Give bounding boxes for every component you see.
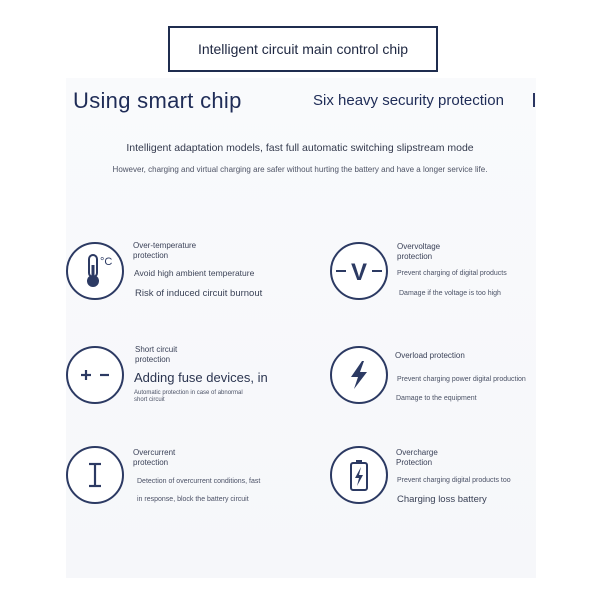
heading-right: Six heavy security protection — [313, 92, 504, 109]
short-circuit-line-1: Adding fuse devices, in — [134, 370, 268, 385]
heading-left: Using smart chip — [73, 88, 242, 113]
svg-text:°C: °C — [100, 256, 113, 268]
title-box-text: Intelligent circuit main control chip — [197, 41, 409, 57]
subheading-secondary: However, charging and virtual charging are safer without hurting the battery and have a longer service life. — [112, 165, 488, 174]
over-temperature-line-1: Avoid high ambient temperature — [134, 268, 255, 278]
over-temperature-line-2: Risk of induced circuit burnout — [135, 288, 263, 299]
overcurrent-title-2: protection — [133, 458, 169, 467]
overcharge-title-1: Overcharge — [396, 448, 438, 457]
overcurrent-line-2: in response, block the battery circuit — [137, 496, 249, 503]
thermometer-celsius-icon — [66, 242, 124, 300]
heading-divider — [533, 93, 535, 107]
overload-line-1: Prevent charging power digital production — [397, 376, 526, 383]
current-i-icon — [66, 446, 124, 504]
overload-title: Overload protection — [395, 351, 465, 360]
overvoltage-title-1: Overvoltage — [397, 242, 441, 251]
battery-charging-icon — [330, 446, 388, 504]
overcharge-title-2: Protection — [396, 458, 433, 467]
plus-minus-icon — [66, 346, 124, 404]
svg-text:V: V — [350, 259, 368, 286]
overcharge-line-1: Prevent charging digital products too — [397, 477, 511, 484]
subheading-primary: Intelligent adaptation models, fast full automatic switching slipstream mode — [126, 142, 474, 154]
short-circuit-line-2: Automatic protection in case of abnormal — [134, 390, 243, 396]
title-box — [168, 26, 438, 72]
short-circuit-title-1: Short circuit — [135, 345, 178, 354]
overvoltage-line-1: Prevent charging of digital products — [397, 270, 507, 277]
overvoltage-line-2: Damage if the voltage is too high — [399, 290, 501, 297]
over-temperature-title-2: protection — [133, 251, 169, 260]
over-temperature-title-1: Over-temperature — [133, 241, 197, 250]
voltage-v-icon — [330, 242, 388, 300]
overload-line-2: Damage to the equipment — [396, 395, 477, 402]
short-circuit-line-3: short circuit — [134, 397, 165, 403]
overcurrent-title-1: Overcurrent — [133, 448, 176, 457]
short-circuit-title-2: protection — [135, 355, 171, 364]
overcharge-line-2: Charging loss battery — [397, 494, 487, 505]
lightning-bolt-icon — [330, 346, 388, 404]
overcurrent-line-1: Detection of overcurrent conditions, fast — [137, 478, 261, 485]
overvoltage-title-2: protection — [397, 252, 433, 261]
